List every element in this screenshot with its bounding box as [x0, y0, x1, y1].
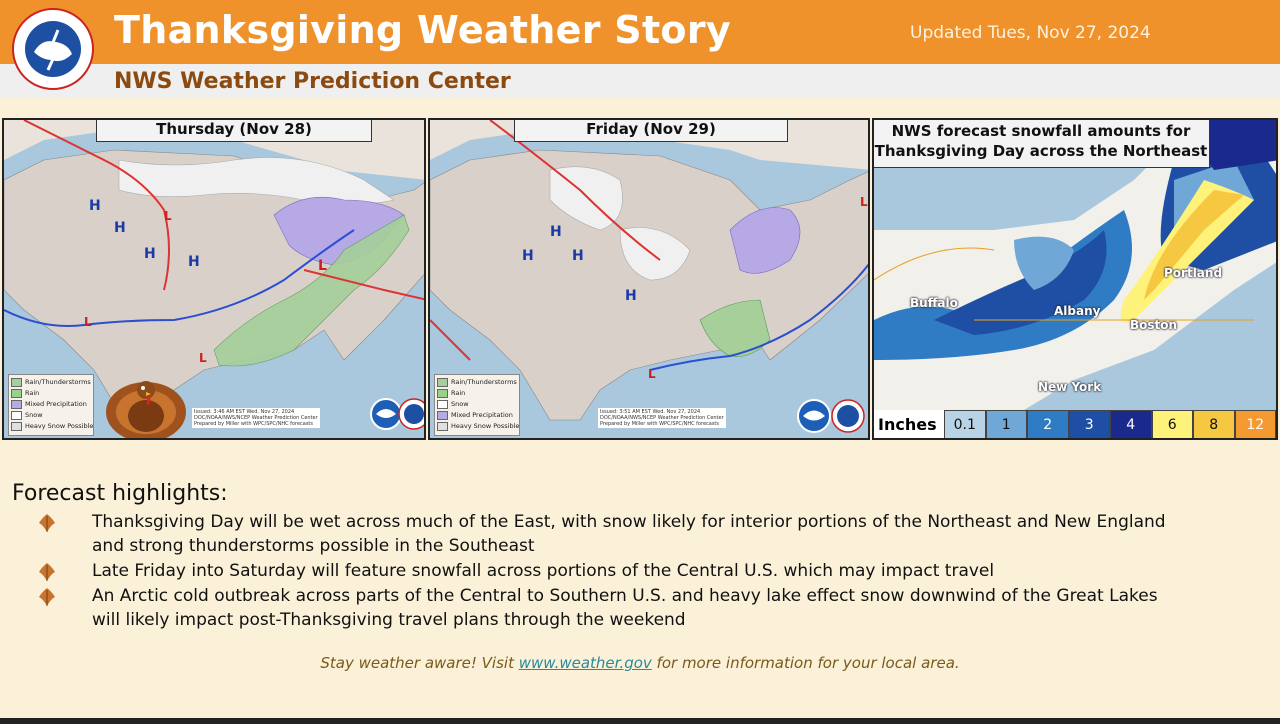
legend-item: Mixed Precipitation [11, 399, 91, 410]
city-label: Albany [1054, 304, 1101, 318]
legend-item: Rain [437, 388, 517, 399]
noaa-nws-logos [370, 396, 426, 432]
city-label: New York [1038, 380, 1102, 394]
nws-logo [12, 8, 94, 90]
turkey-icon [104, 360, 188, 440]
scale-cell: 2 [1027, 410, 1069, 440]
legend-item: Snow [11, 410, 91, 421]
svg-text:H: H [522, 248, 534, 264]
svg-text:L: L [860, 195, 868, 209]
scale-cell: 8 [1193, 410, 1235, 440]
svg-text:H: H [144, 246, 156, 262]
autumn-leaf-icon [36, 586, 58, 608]
scale-cell: 12 [1235, 410, 1277, 440]
scale-cell: 1 [986, 410, 1028, 440]
thursday-issued: Issued: 3:46 AM EST Wed. Nov 27, 2024 DOC/NOAA/NWS/NCEP Weather Prediction Center Prepared by Miller with WPC/SPC/NHC forecasts [194, 409, 318, 427]
friday-panel-title: Friday (Nov 29) [514, 118, 788, 142]
snowfall-scale [874, 410, 1276, 440]
friday-legend [434, 374, 520, 436]
svg-text:L: L [648, 367, 656, 381]
snowfall-map-panel [872, 118, 1278, 440]
snowfall-panel-title: NWS forecast snowfall amounts for Thanksgiving Day across the Northeast [872, 118, 1210, 168]
svg-text:L: L [84, 315, 92, 329]
scale-cell: 3 [1069, 410, 1111, 440]
svg-text:L: L [164, 209, 172, 223]
highlights-title: Forecast highlights: [12, 481, 228, 506]
friday-issued: Issued: 3:51 AM EST Wed. Nov 27, 2024 DOC/NOAA/NWS/NCEP Weather Prediction Center Prepared by Miller with WPC/SPC/NHC forecasts [600, 409, 724, 427]
legend-item: Rain/Thunderstorms [11, 377, 91, 388]
legend-item: Heavy Snow Possible [437, 421, 517, 432]
updated-date: Updated Tues, Nov 27, 2024 [910, 23, 1151, 43]
thursday-legend [8, 374, 94, 436]
legend-item: Mixed Precipitation [437, 410, 517, 421]
svg-text:H: H [89, 198, 101, 214]
noaa-nws-logos [796, 396, 866, 436]
bottom-border [0, 718, 1280, 724]
legend-item: Heavy Snow Possible [11, 421, 91, 432]
svg-text:H: H [188, 254, 200, 270]
svg-text:H: H [625, 288, 637, 304]
scale-cell: 6 [1152, 410, 1194, 440]
scale-label: Inches [878, 415, 937, 434]
page-subtitle: NWS Weather Prediction Center [114, 69, 511, 94]
svg-text:H: H [114, 220, 126, 236]
city-label: Portland [1164, 266, 1223, 280]
footer-message: Stay weather aware! Visit www.weather.gov for more information for your local area. [320, 654, 960, 672]
autumn-leaf-icon [36, 512, 58, 534]
svg-text:H: H [572, 248, 584, 264]
highlight-item: Late Friday into Saturday will feature snowfall across portions of the Central U.S. which may impact travel [92, 561, 995, 581]
svg-text:H: H [550, 224, 562, 240]
autumn-leaf-icon [36, 561, 58, 583]
thursday-map-panel [2, 118, 426, 440]
scale-cell: 4 [1110, 410, 1152, 440]
legend-item: Rain/Thunderstorms [437, 377, 517, 388]
svg-text:L: L [199, 351, 207, 365]
legend-item: Snow [437, 399, 517, 410]
scale-cell: 0.1 [944, 410, 986, 440]
legend-item: Rain [11, 388, 91, 399]
friday-map-panel [428, 118, 870, 440]
city-label: Boston [1130, 318, 1178, 332]
thursday-panel-title: Thursday (Nov 28) [96, 118, 372, 142]
highlight-item: Thanksgiving Day will be wet across much of the East, with snow likely for interior portions of the Northeast and New England and strong thunderstorms possible in the Southeast [92, 512, 1166, 556]
page-title: Thanksgiving Weather Story [114, 8, 731, 52]
highlight-item: An Arctic cold outbreak across parts of the Central to Southern U.S. and heavy lake effect snow downwind of the Great Lakes will likely impact post-Thanksgiving travel plans through the weekend [92, 586, 1158, 630]
svg-text:L: L [318, 258, 327, 274]
city-label: Buffalo [910, 296, 958, 310]
weather-gov-link[interactable]: www.weather.gov [518, 654, 652, 672]
